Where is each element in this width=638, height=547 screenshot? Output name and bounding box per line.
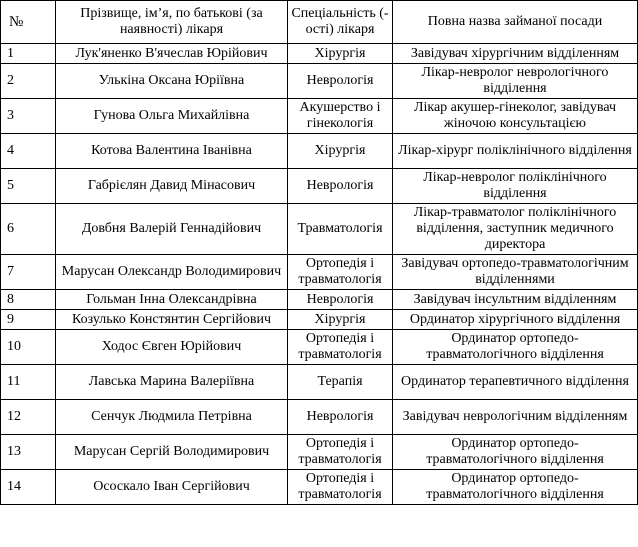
row-number: 12 bbox=[1, 400, 56, 435]
table-row bbox=[1, 255, 638, 290]
row-number: 4 bbox=[1, 134, 56, 169]
doctor-name: Ходос Євген Юрійович bbox=[56, 330, 288, 365]
doctor-position: Завідувач неврологічним відділенням bbox=[393, 400, 638, 435]
row-number: 14 bbox=[1, 470, 56, 505]
table-header-row bbox=[1, 1, 638, 44]
row-number: 5 bbox=[1, 169, 56, 204]
doctor-specialty: Акушерство і гінекологія bbox=[288, 99, 393, 134]
doctor-position: Завідувач ортопедо-травматологічним відділеннями bbox=[393, 255, 638, 290]
table-row bbox=[1, 310, 638, 330]
table-row bbox=[1, 400, 638, 435]
doctor-position: Лікар-невролог поліклінічного відділення bbox=[393, 169, 638, 204]
row-number: 11 bbox=[1, 365, 56, 400]
doctor-name: Улькіна Оксана Юріївна bbox=[56, 64, 288, 99]
doctor-name: Марусан Сергій Володимирович bbox=[56, 435, 288, 470]
table-row bbox=[1, 204, 638, 255]
doctor-name: Марусан Олександр Володимирович bbox=[56, 255, 288, 290]
doctor-position: Завідувач інсультним відділенням bbox=[393, 290, 638, 310]
doctor-name: Довбня Валерій Геннадійович bbox=[56, 204, 288, 255]
table-row bbox=[1, 290, 638, 310]
doctor-position: Ординатор хірургічного відділення bbox=[393, 310, 638, 330]
doctor-specialty: Ортопедія і травматологія bbox=[288, 255, 393, 290]
table-row bbox=[1, 64, 638, 99]
doctor-specialty: Неврологія bbox=[288, 400, 393, 435]
doctor-name: Лавська Марина Валеріївна bbox=[56, 365, 288, 400]
table-row bbox=[1, 44, 638, 64]
table-row bbox=[1, 169, 638, 204]
row-number: 6 bbox=[1, 204, 56, 255]
doctor-specialty: Ортопедія і травматологія bbox=[288, 470, 393, 505]
doctor-position: Лікар-травматолог поліклінічного відділення, заступник медичного директора bbox=[393, 204, 638, 255]
doctor-specialty: Неврологія bbox=[288, 290, 393, 310]
doctor-name: Лук'яненко В'ячеслав Юрійович bbox=[56, 44, 288, 64]
header-name: Прізвище, ім’я, по батькові (за наявності) лікаря bbox=[56, 1, 288, 44]
doctor-position: Ординатор терапевтичного відділення bbox=[393, 365, 638, 400]
doctor-name: Козулько Констянтин Сергійович bbox=[56, 310, 288, 330]
header-position: Повна назва займаної посади bbox=[393, 1, 638, 44]
doctor-name: Сенчук Людмила Петрівна bbox=[56, 400, 288, 435]
doctor-position: Лікар-невролог неврологічного відділення bbox=[393, 64, 638, 99]
row-number: 2 bbox=[1, 64, 56, 99]
doctor-name: Котова Валентина Іванівна bbox=[56, 134, 288, 169]
doctor-position: Лікар-хірург поліклінічного відділення bbox=[393, 134, 638, 169]
row-number: 8 bbox=[1, 290, 56, 310]
doctor-specialty: Хірургія bbox=[288, 44, 393, 64]
table-row bbox=[1, 435, 638, 470]
table-row bbox=[1, 330, 638, 365]
table-row bbox=[1, 365, 638, 400]
doctor-name: Ососкало Іван Сергійович bbox=[56, 470, 288, 505]
doctor-specialty: Неврологія bbox=[288, 64, 393, 99]
doctor-position: Ординатор ортопедо-травматологічного відділення bbox=[393, 435, 638, 470]
doctor-name: Габрієлян Давид Мінасович bbox=[56, 169, 288, 204]
doctor-specialty: Неврологія bbox=[288, 169, 393, 204]
doctor-name: Гольман Інна Олександрівна bbox=[56, 290, 288, 310]
doctor-specialty: Ортопедія і травматологія bbox=[288, 330, 393, 365]
doctor-specialty: Хірургія bbox=[288, 134, 393, 169]
doctor-specialty: Травматологія bbox=[288, 204, 393, 255]
table-row bbox=[1, 99, 638, 134]
row-number: 10 bbox=[1, 330, 56, 365]
row-number: 9 bbox=[1, 310, 56, 330]
doctor-specialty: Терапія bbox=[288, 365, 393, 400]
doctor-name: Гунова Ольга Михайлівна bbox=[56, 99, 288, 134]
header-specialty: Спеціальність (-ості) лікаря bbox=[288, 1, 393, 44]
table-row bbox=[1, 134, 638, 169]
doctor-position: Лікар акушер-гінеколог, завідувач жіночою консультацією bbox=[393, 99, 638, 134]
doctor-specialty: Хірургія bbox=[288, 310, 393, 330]
doctor-position: Завідувач хірургічним відділенням bbox=[393, 44, 638, 64]
row-number: 7 bbox=[1, 255, 56, 290]
row-number: 13 bbox=[1, 435, 56, 470]
row-number: 3 bbox=[1, 99, 56, 134]
doctor-specialty: Ортопедія і травматологія bbox=[288, 435, 393, 470]
header-number: № bbox=[1, 1, 56, 44]
table-row bbox=[1, 470, 638, 505]
row-number: 1 bbox=[1, 44, 56, 64]
doctor-position: Ординатор ортопедо-травматологічного відділення bbox=[393, 330, 638, 365]
doctor-position: Ординатор ортопедо-травматологічного відділення bbox=[393, 470, 638, 505]
